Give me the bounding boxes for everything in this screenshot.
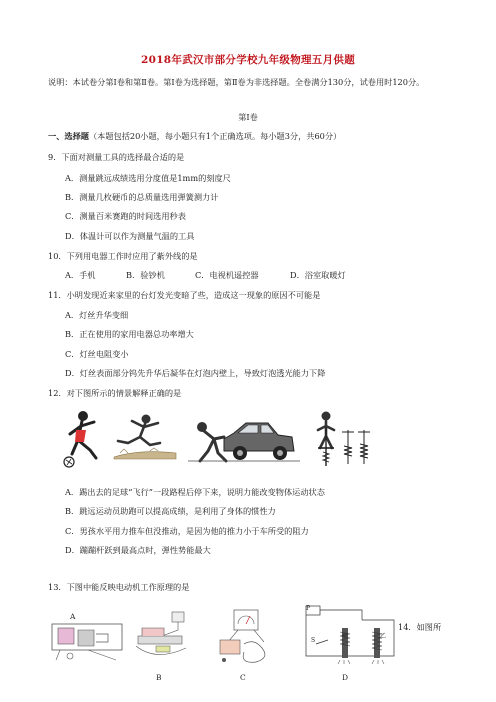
question-9-stem: 9．下面对测量工具的选择最合适的是 — [48, 152, 185, 162]
q12-option-d: D．蹦蹦杆跃到最高点时，弹性势能最大 — [65, 545, 211, 555]
question-13-stem: 13．下图中能反映电动机工作原理的是 — [48, 582, 190, 592]
q13-figure-b-motor — [132, 610, 192, 666]
q12-figure-pogo-stick — [306, 408, 376, 470]
exam-instructions: 说明：本试卷分第Ⅰ卷和第Ⅱ卷。第Ⅰ卷为选择题，第Ⅱ卷为非选择题。全卷满分130分，试卷用时120分。 — [48, 77, 425, 87]
q11-option-c: C．灯丝电阻变小 — [65, 349, 129, 359]
q12-figure-long-jump — [110, 413, 180, 465]
q10-option-c: C．电视机遥控器 — [195, 270, 259, 280]
q12-figure-push-car — [188, 413, 300, 469]
q13-figure-label-b: B — [156, 673, 162, 682]
q12-option-a: A．踢出去的足球“飞行”一段路程后停下来，说明力能改变物体运动状态 — [65, 487, 325, 497]
q11-option-b: B．正在使用的家用电器总功率增大 — [65, 329, 194, 339]
q13-d-label-s: S — [311, 637, 316, 644]
q13-figure-label-a: A — [70, 612, 76, 621]
q9-option-c: C．测量百米赛跑的时间选用秒表 — [65, 211, 186, 221]
q13-figure-label-c: C — [240, 673, 246, 682]
q12-option-c: C．男孩水平用力推车但没推动，是因为他的推力小于车所受的阻力 — [65, 526, 309, 536]
q10-option-d: D．浴室取暖灯 — [290, 270, 346, 280]
q13-figure-c-galvanometer — [210, 608, 280, 666]
part-label: 第Ⅰ卷 — [238, 112, 258, 122]
q12-option-b: B．跳远运动员助跑可以提高成绩，是利用了身体的惯性力 — [65, 506, 276, 516]
question-12-stem: 12．对下图所示的情景解释正确的是 — [48, 388, 182, 398]
q9-option-d: D．体温计可以作为测量气温的工具 — [65, 231, 195, 241]
q9-option-a: A．测量跳远成绩选用分度值是1mm的刻度尺 — [65, 173, 231, 183]
q10-option-b: B．验钞机 — [126, 270, 165, 280]
page-title: 2018年武汉市部分学校九年级物理五月供题 — [140, 54, 356, 66]
question-11-stem: 11．小明发现近来家里的台灯发光变暗了些，造成这一现象的原因不可能是 — [48, 290, 321, 300]
q13-d-label-jia: 甲 — [342, 633, 349, 640]
section-description: （本题包括20小题，每小题只有1个正确选项。每小题3分，共60分） — [88, 131, 342, 141]
q13-d-label-p: P — [306, 605, 311, 612]
q13-figure-label-d: D — [342, 673, 349, 682]
q11-option-a: A．灯丝升华变细 — [65, 310, 129, 320]
section-label: 一、选择题 — [48, 131, 89, 141]
q13-d-label-yi: 乙 — [380, 633, 387, 640]
section-header — [48, 131, 341, 142]
q13-figure-a-generator — [48, 616, 126, 662]
q12-figure-soccer — [60, 408, 110, 470]
q9-option-b: B．测量几枚硬币的总质量选用弹簧测力计 — [65, 192, 219, 202]
q11-option-d: D．灯丝表面部分钨先升华后凝华在灯泡内壁上，导致灯泡透光能力下降 — [65, 368, 326, 378]
q10-option-a: A．手机 — [65, 270, 96, 280]
question-10-stem: 10．下列用电器工作时应用了紫外线的是 — [48, 251, 198, 261]
question-14-stem-partial: 14．如图所 — [398, 622, 442, 632]
